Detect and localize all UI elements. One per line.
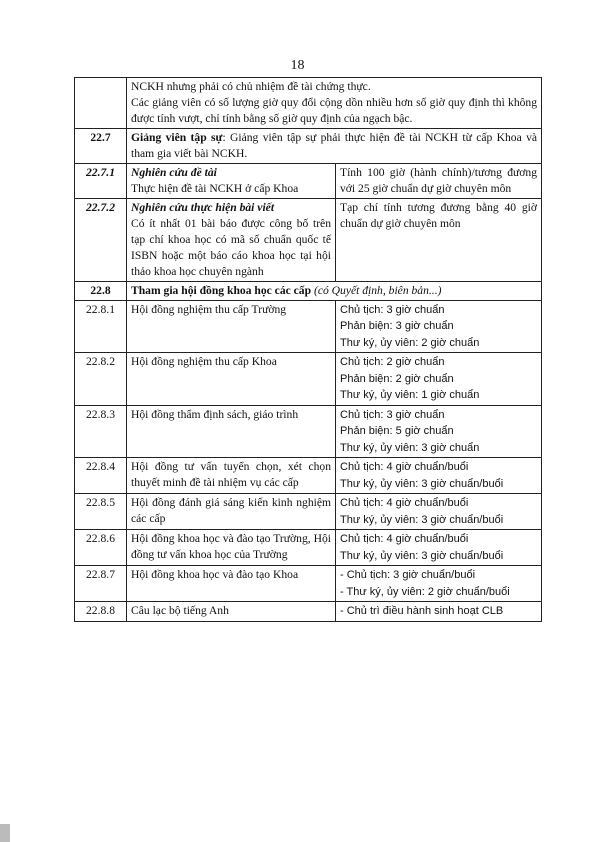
row-number: 22.8.3 [75,405,127,458]
council-name: Câu lạc bộ tiếng Anh [127,602,336,622]
hours-line: Thư ký, ủy viên: 3 giờ chuẩn/buổi [340,513,504,526]
hours-line: - Thư ký, ủy viên: 2 giờ chuẩn/buổi [340,585,510,598]
section-title: Nghiên cứu đề tài [131,165,217,179]
council-hours [336,405,542,458]
council-name: Hội đồng đánh giá sáng kiến kinh nghiệm các cấp [127,494,336,530]
intro-line-1: NCKH nhưng phải có chủ nhiệm đề tài chứng thực. [131,80,371,93]
council-name: Hội đồng nghiệm thu cấp Khoa [127,353,336,406]
hours-line: Thư ký, ủy viên: 3 giờ chuẩn [340,441,480,454]
section-description: Có ít nhất 01 bài báo được công bố trên tạp chí khoa học có mã số chuẩn quốc tế ISBN hoặc một báo cáo khoa học tại hội thảo khoa học chuyên ngành [131,216,331,278]
row-number: 22.8.7 [75,566,127,602]
council-hours [336,458,542,494]
section-number: 22.7.2 [75,198,127,281]
council-hours [336,602,542,622]
page-number: 18 [290,58,305,73]
hours-line: - Chủ trì điều hành sinh hoạt CLB [340,605,504,618]
row-number: 22.8.2 [75,353,127,406]
council-name: Hội đồng tư vấn tuyển chọn, xét chọn thuyết minh đề tài nhiệm vụ các cấp [127,458,336,494]
section-22-7-1-row [75,163,542,198]
council-row [75,566,542,602]
section-title: Tham gia hội đồng khoa học các cấp [131,283,312,297]
section-22-8-row [75,281,542,300]
council-row [75,494,542,530]
hours-line: Thư ký, ủy viên: 2 giờ chuẩn [340,336,480,349]
hours-line: Thư ký, ủy viên: 3 giờ chuẩn/buổi [340,477,504,490]
hours-line: Phản biện: 5 giờ chuẩn [340,425,454,438]
regulation-table [74,77,542,622]
section-text: : Giảng viên tập sự phải thực hiện đề tài NCKH từ cấp Khoa và tham gia viết bài NCKH. [131,130,538,160]
council-hours [336,353,542,406]
section-title: Giảng viên tập sự [131,130,223,144]
section-hours: Tạp chí tính tương đương bằng 40 giờ chuẩn dự giờ chuyên môn [336,198,542,281]
council-row [75,353,542,406]
hours-line: Chủ tịch: 3 giờ chuẩn [340,408,445,421]
row-number: 22.8.4 [75,458,127,494]
intro-line-2: Các giảng viên có số lượng giờ quy đổi cộng dồn nhiều hơn số giờ quy định thì không được tính vượt, chỉ tính bằng số giờ quy định của ngạch bậc. [131,95,538,125]
hours-line: Chủ tịch: 4 giờ chuẩn/buổi [340,533,469,546]
hours-line: Chủ tịch: 2 giờ chuẩn [340,356,445,369]
hours-line: Thư ký, ủy viên: 3 giờ chuẩn/buổi [340,549,504,562]
council-name: Hội đồng nghiệm thu cấp Trường [127,300,336,353]
section-number: 22.8 [75,281,127,300]
hours-line: Thư ký, ủy viên: 1 giờ chuẩn [340,389,480,402]
section-hours: Tính 100 giờ (hành chính)/tương đương với 25 giờ chuẩn dự giờ chuyên môn [336,163,542,198]
section-title: Nghiên cứu thực hiện bài viết [131,200,275,214]
section-number: 22.7 [75,128,127,163]
council-hours [336,566,542,602]
council-name: Hội đồng khoa học và đào tạo Khoa [127,566,336,602]
section-note: (có Quyết định, biên bản...) [311,283,442,297]
council-row [75,458,542,494]
scan-mark [0,824,10,842]
hours-line: Chủ tịch: 4 giờ chuẩn/buổi [340,461,469,474]
hours-line: Phản biện: 3 giờ chuẩn [340,320,454,333]
council-row [75,405,542,458]
hours-line: Chủ tịch: 4 giờ chuẩn/buổi [340,497,469,510]
intro-row [75,78,542,129]
council-hours [336,530,542,566]
council-row [75,300,542,353]
hours-line: Phản biện: 2 giờ chuẩn [340,372,454,385]
section-description: Thực hiện đề tài NCKH ở cấp Khoa [131,181,299,195]
council-row [75,530,542,566]
row-number: 22.8.1 [75,300,127,353]
section-22-7-2-row [75,198,542,281]
section-22-7-row [75,128,542,163]
row-number: 22.8.5 [75,494,127,530]
hours-line: - Chủ tịch: 3 giờ chuẩn/buổi [340,569,476,582]
hours-line: Chủ tịch: 3 giờ chuẩn [340,303,445,316]
row-number: 22.8.6 [75,530,127,566]
council-name: Hội đồng thẩm định sách, giáo trình [127,405,336,458]
row-number: 22.8.8 [75,602,127,622]
council-hours [336,300,542,353]
council-name: Hội đồng khoa học và đào tạo Trường, Hội đồng tư vấn khoa học của Trường [127,530,336,566]
council-row [75,602,542,622]
council-hours [336,494,542,530]
section-number: 22.7.1 [75,163,127,198]
